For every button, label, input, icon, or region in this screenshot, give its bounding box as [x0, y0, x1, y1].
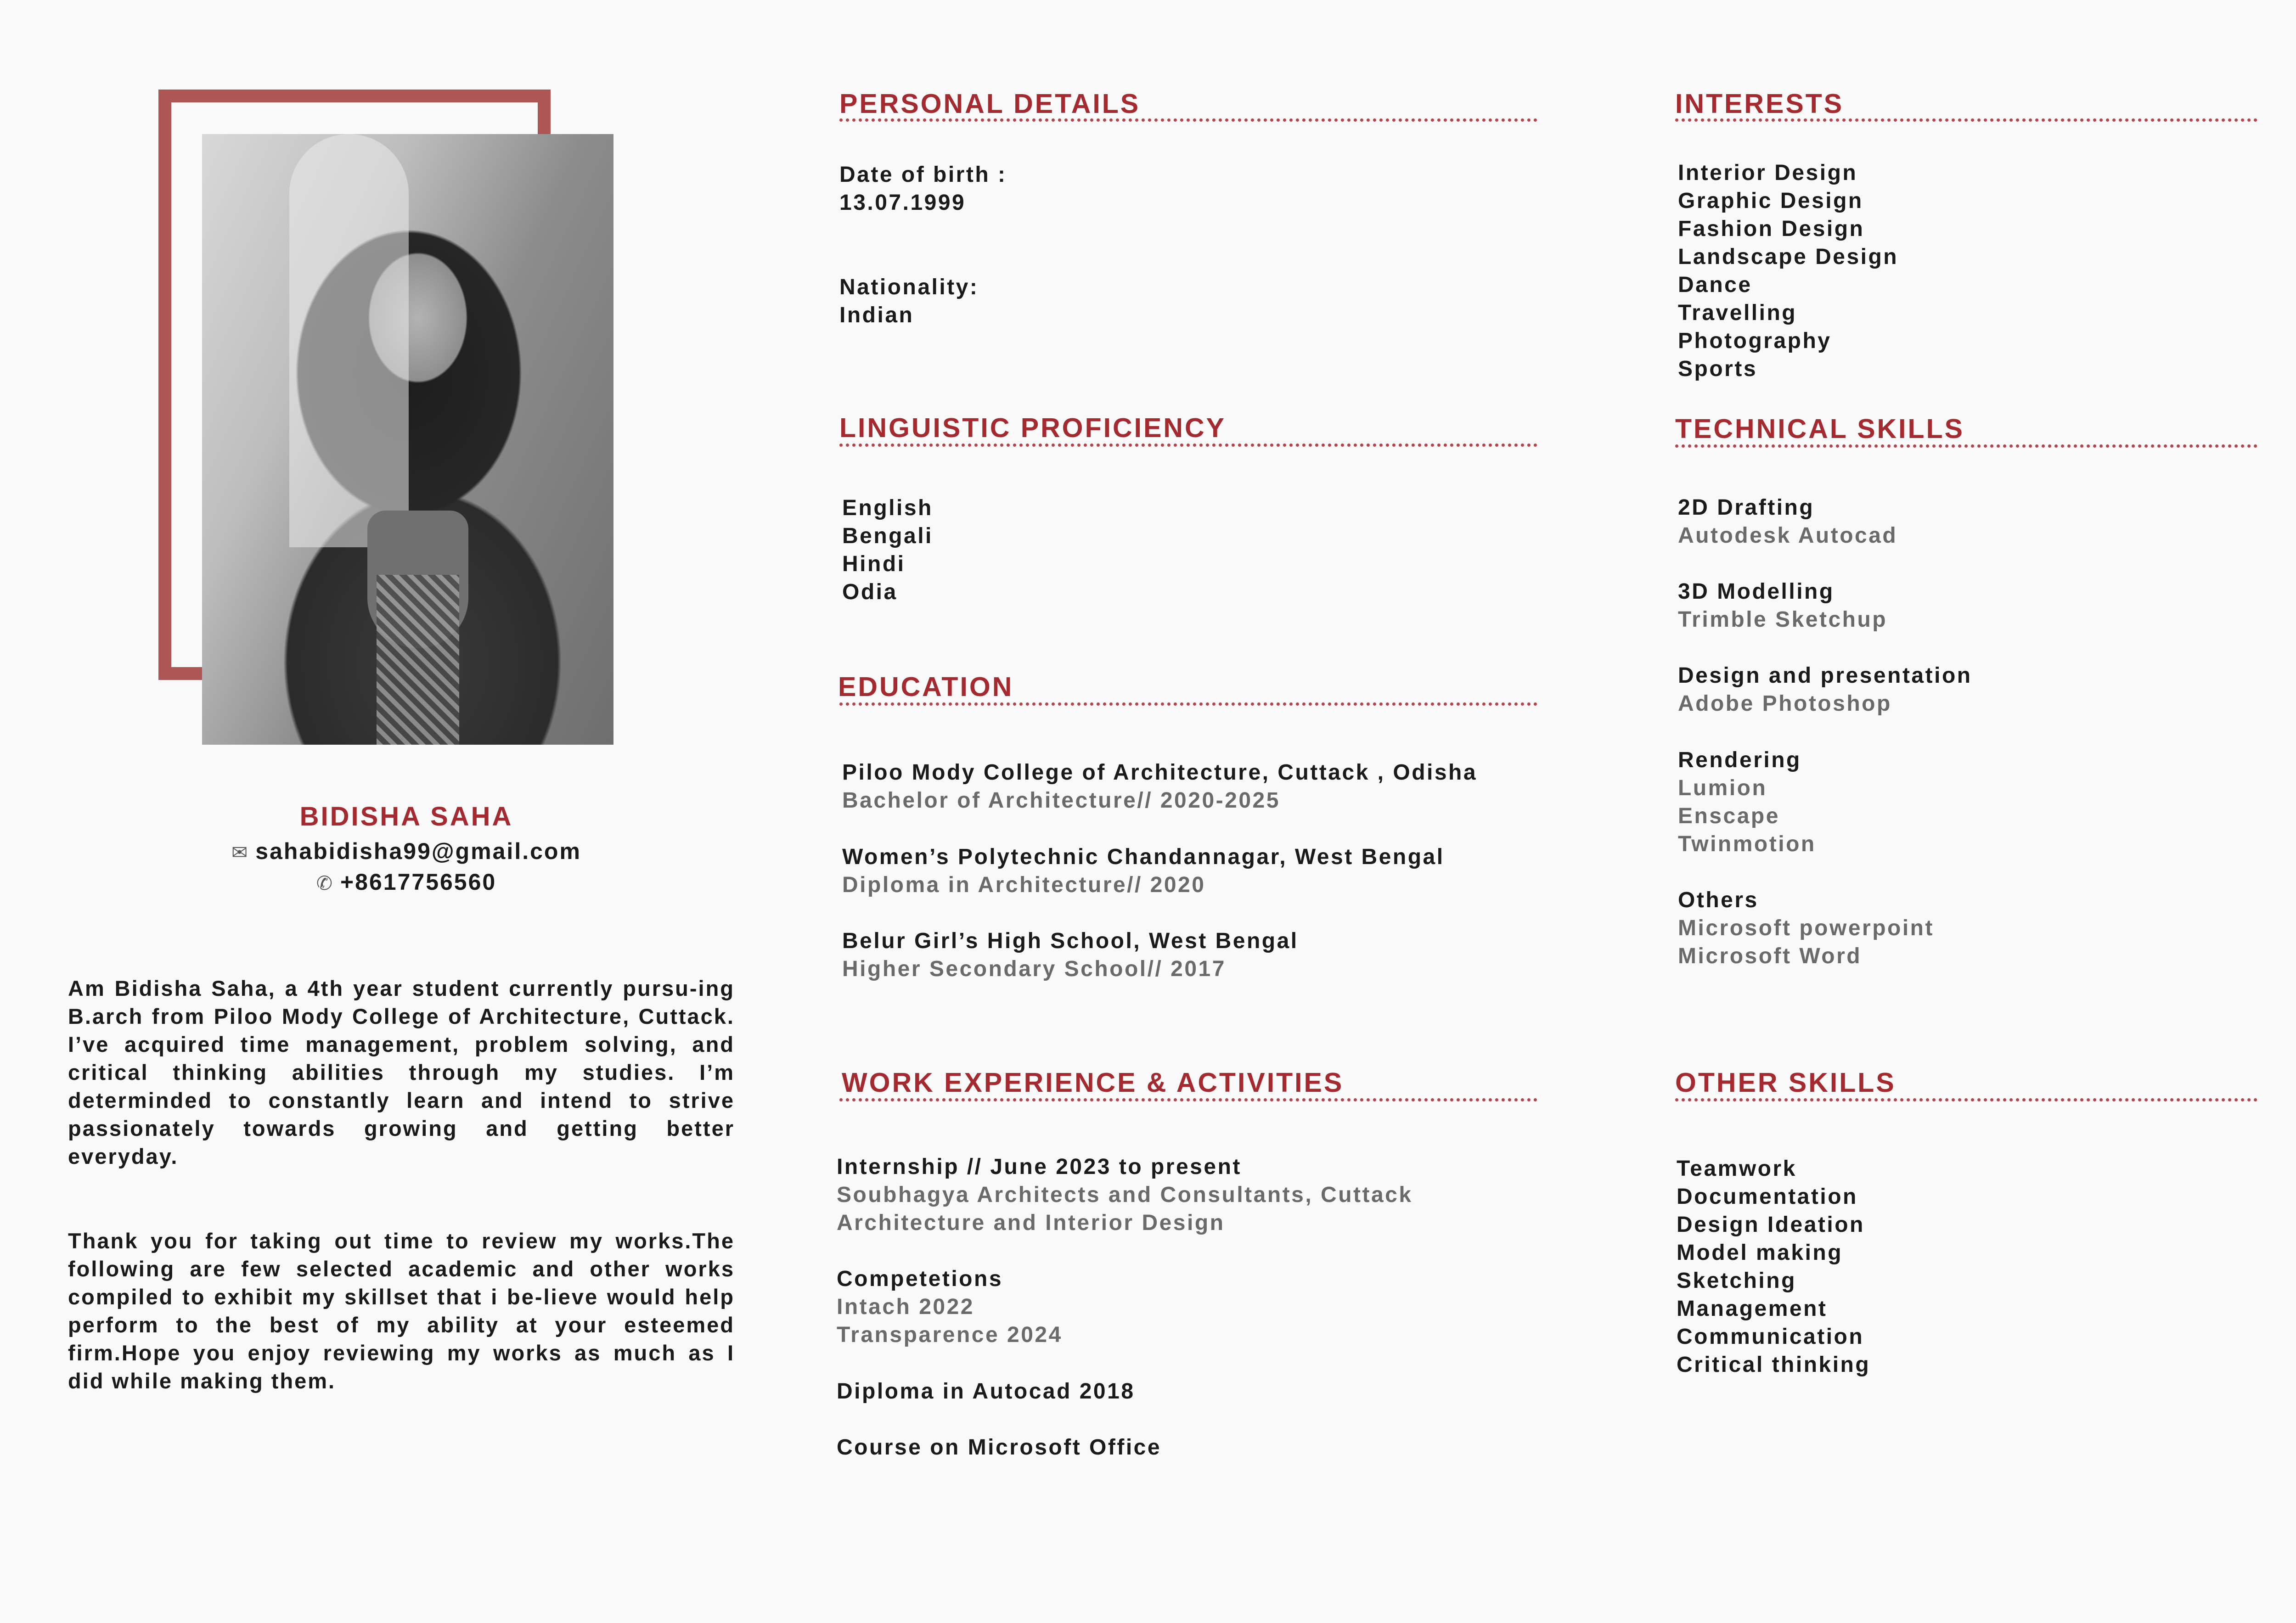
phone-text: +8617756560 [340, 869, 497, 895]
competition-item: Intach 2022 [837, 1295, 974, 1319]
contact-email[interactable] [0, 838, 813, 865]
education-heading: EDUCATION [838, 672, 1014, 702]
interests-heading: INTERESTS [1675, 89, 1844, 119]
list-item: Odia [842, 580, 898, 604]
about-paragraph: Am Bidisha Saha, a 4th year student currently pursu-ing B.arch from Piloo Mody College of Architecture, Cuttack. I’ve acquired time management, problem solving, and critical thinking abilities through my studies. I’m determinded to constantly learn and intend to strive passionately towards growing and getting better everyday. [68, 976, 735, 1168]
list-item: Fashion Design [1678, 217, 1865, 241]
education-detail: Higher Secondary School// 2017 [842, 957, 1226, 981]
profile-photo [202, 134, 613, 745]
thanks-paragraph: Thank you for taking out time to review my works.The following are few selected academic and other works compiled to exhibit my skillset that i be-lieve would help perform to the best of my ability at your esteemed firm.Hope you enjoy reviewing my works as much as I did while making them. [68, 1229, 735, 1393]
diploma-item: Diploma in Autocad 2018 [837, 1379, 1135, 1404]
phone-icon: ✆ [316, 872, 334, 894]
section-divider [839, 444, 1537, 447]
competition-item: Transparence 2024 [837, 1323, 1063, 1347]
skill-tool: Twinmotion [1678, 832, 1816, 856]
list-item: English [842, 496, 933, 520]
profile-name: BIDISHA SAHA [299, 802, 513, 831]
skill-group-name: Rendering [1678, 748, 1801, 772]
skill-tool: Enscape [1678, 804, 1780, 828]
email-text: sahabidisha99@gmail.com [255, 838, 581, 864]
list-item: Management [1677, 1297, 1828, 1321]
section-divider [839, 702, 1537, 706]
contact-phone[interactable] [0, 869, 813, 895]
section-divider [839, 118, 1537, 122]
list-item: Critical thinking [1677, 1353, 1871, 1377]
education-school: Women’s Polytechnic Chandannagar, West Bengal [842, 845, 1445, 869]
personal-details-heading: PERSONAL DETAILS [839, 89, 1141, 119]
course-item: Course on Microsoft Office [837, 1435, 1162, 1460]
section-divider [839, 1098, 1537, 1101]
list-item: Sketching [1677, 1269, 1796, 1293]
list-item: Landscape Design [1678, 245, 1899, 269]
education-school: Belur Girl’s High School, West Bengal [842, 929, 1299, 953]
education-detail: Bachelor of Architecture// 2020-2025 [842, 788, 1280, 813]
nationality-label: Nationality: [839, 275, 979, 299]
list-item: Teamwork [1677, 1157, 1797, 1181]
competitions-title: Competetions [837, 1267, 1003, 1291]
list-item: Dance [1678, 273, 1752, 297]
section-divider [1675, 444, 2257, 448]
work-experience-heading: WORK EXPERIENCE & ACTIVITIES [842, 1067, 1344, 1098]
envelope-icon: ✉ [231, 842, 249, 863]
skill-tool: Adobe Photoshop [1678, 691, 1892, 716]
interests-list [1678, 159, 1898, 383]
list-item: Hindi [842, 552, 906, 576]
list-item: Model making [1677, 1241, 1843, 1265]
list-item: Photography [1678, 329, 1832, 353]
dob-value: 13.07.1999 [839, 191, 966, 215]
skill-tool: Microsoft powerpoint [1678, 916, 1934, 940]
list-item: Graphic Design [1678, 189, 1863, 213]
nationality-value: Indian [839, 303, 914, 327]
list-item: Travelling [1678, 301, 1797, 325]
skill-group-name: Design and presentation [1678, 663, 1972, 688]
skill-group-name: 3D Modelling [1678, 579, 1835, 604]
internship-title: Internship // June 2023 to present [837, 1155, 1242, 1179]
skill-group-name: Others [1678, 888, 1759, 912]
skill-tool: Lumion [1678, 776, 1767, 800]
list-item: Interior Design [1678, 161, 1858, 185]
internship-firm: Soubhagya Architects and Consultants, Cuttack [837, 1183, 1413, 1207]
list-item: Design Ideation [1677, 1213, 1865, 1237]
language-list [842, 494, 933, 606]
section-divider [1675, 118, 2257, 122]
other-skills-heading: OTHER SKILLS [1675, 1067, 1896, 1098]
list-item: Bengali [842, 524, 933, 548]
technical-skills-heading: TECHNICAL SKILLS [1675, 414, 1964, 444]
section-divider [1675, 1098, 2257, 1101]
list-item: Sports [1678, 357, 1758, 381]
other-skills-list [1677, 1155, 1870, 1379]
list-item: Communication [1677, 1325, 1864, 1349]
education-school: Piloo Mody College of Architecture, Cuttack , Odisha [842, 760, 1478, 785]
list-item: Documentation [1677, 1185, 1858, 1209]
education-detail: Diploma in Architecture// 2020 [842, 873, 1206, 897]
dob-label: Date of birth : [839, 163, 1007, 187]
skill-tool: Autodesk Autocad [1678, 523, 1898, 548]
skill-tool: Trimble Sketchup [1678, 607, 1888, 632]
skill-tool: Microsoft Word [1678, 944, 1862, 968]
skill-group-name: 2D Drafting [1678, 495, 1815, 520]
internship-field: Architecture and Interior Design [837, 1211, 1225, 1235]
linguistic-heading: LINGUISTIC PROFICIENCY [839, 413, 1226, 443]
